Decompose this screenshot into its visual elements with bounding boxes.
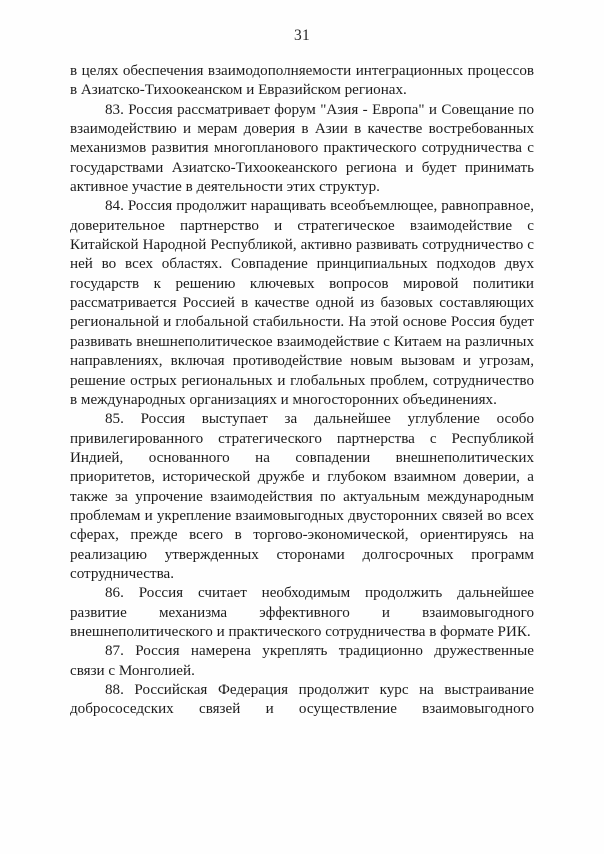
paragraph-83: 83. Россия рассматривает форум "Азия - Европа" и Совещание по взаимодействию и мерам доверия в Азии в качестве востребованных механизмов развития многопланового практического сотрудничества с государствами Азиатско-Тихоокеанского региона и будет принимать активное участие в деятельности этих структур. xyxy=(70,101,534,196)
page-number: 31 xyxy=(293,27,311,44)
paragraph-84: 84. Россия продолжит наращивать всеобъемлющее, равноправное, доверительное партнерство и стратегическое взаимодействие с Китайской Народной Республикой, активно развивать сотрудничество с ней во всех областях. Совпадение принципиальных подходов двух государств к решению ключевых вопросов мировой политики рассматривается Россией в качестве одной из базовых составляющих региональной и глобальной стабильности. На этой основе Россия будет развивать внешнеполитическое взаимодействие с Китаем на различных направлениях, включая противодействие новым вызовам и угрозам, решение острых региональных и глобальных проблем, сотрудничество в международных организациях и многосторонних объединениях. xyxy=(70,198,534,408)
body-text-block xyxy=(70,62,534,720)
paragraph-86: 86. Россия считает необходимым продолжить дальнейшее развитие механизма эффективного и взаимовыгодного внешнеполитического и практического сотрудничества в формате РИК. xyxy=(70,585,534,640)
paragraph-continuation: в целях обеспечения взаимодополняемости интеграционных процессов в Азиатско-Тихоокеанском и Евразийском регионах. xyxy=(70,63,534,99)
paragraph-85: 85. Россия выступает за дальнейшее углубление особо привилегированного стратегического партнерства с Республикой Индией, основанного на совпадении внешнеполитических приоритетов, исторической дружбе и глубоком взаимном доверии, а также за упрочение взаимодействия по актуальным международным проблемам и укрепление взаимовыгодных двусторонних связей во всех сферах, прежде всего в торгово-экономической, ориентируясь на реализацию утвержденных сторонами долгосрочных программ сотрудничества. xyxy=(70,411,534,582)
paragraph-87: 87. Россия намерена укреплять традиционно дружественные связи с Монголией. xyxy=(70,643,534,679)
paragraph-88: 88. Российская Федерация продолжит курс на выстраивание добрососедских связей и осуществление взаимовыгодного xyxy=(70,682,534,718)
